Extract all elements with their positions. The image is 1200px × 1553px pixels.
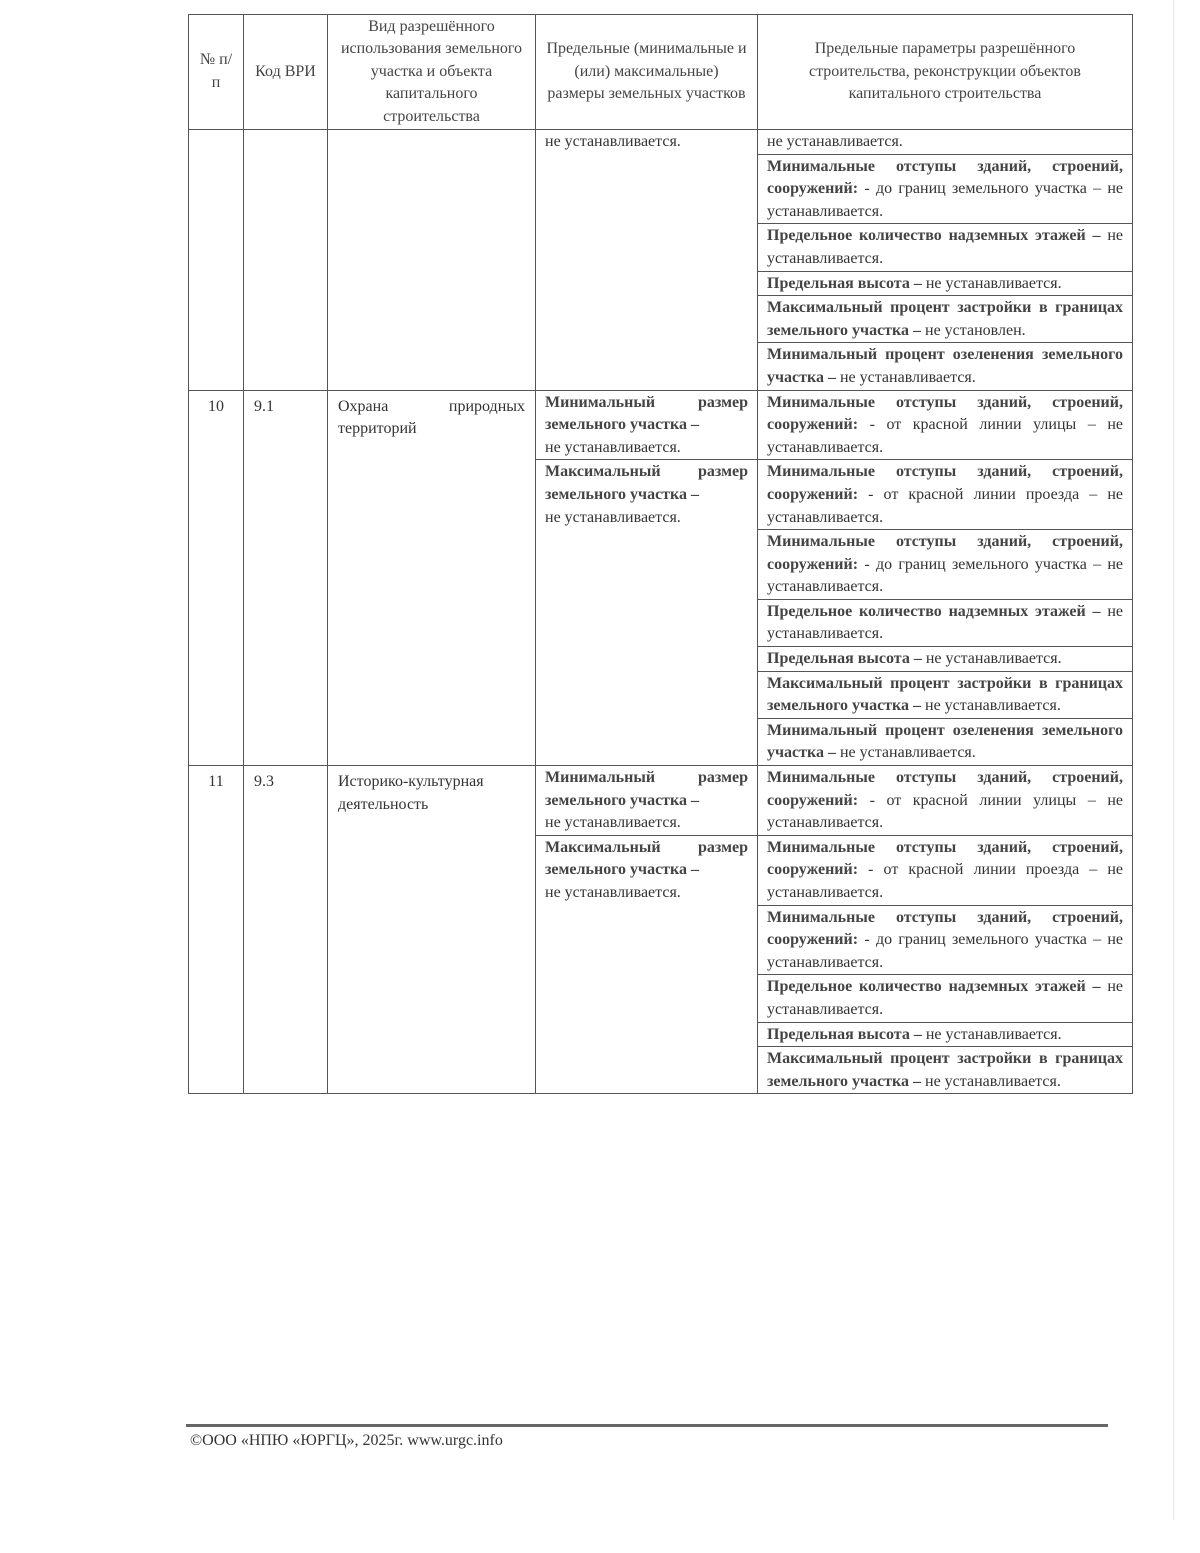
- param-cell: [758, 460, 1133, 530]
- table-header-row: [189, 15, 1133, 130]
- num-cell: 11: [189, 766, 244, 1094]
- header-params: Предельные параметры разрешённого строительства, реконструкции объектов капитального строительства: [758, 15, 1133, 130]
- param-label: Максимальный процент застройки в границах земельного участка –: [767, 1050, 1123, 1090]
- param-label: Минимальные отступы зданий, строений, сооружений:: [767, 769, 1123, 809]
- param-cell: [758, 671, 1133, 718]
- param-cell: [758, 343, 1133, 390]
- max-size-cell: [536, 835, 758, 1094]
- max-size-cell: [536, 460, 758, 766]
- param-text: - от красной линии проезда – не устанавливается.: [767, 485, 1124, 526]
- param-cell: [758, 390, 1133, 460]
- kind-cell: [328, 130, 536, 391]
- code-cell: [244, 130, 328, 391]
- footer-divider: [186, 1424, 1108, 1427]
- table-body: [189, 130, 1133, 1094]
- footer-copyright: ©ООО «НПЮ «ЮРГЦ», 2025г. www.urgc.info: [190, 1432, 503, 1449]
- param-cell: [758, 599, 1133, 646]
- param-cell: [758, 271, 1133, 296]
- param-cell: [758, 530, 1133, 600]
- param-text: - до границ земельного участка – не устанавливается.: [767, 180, 1124, 220]
- param-cell: [758, 224, 1133, 271]
- param-text: не устанавливается.: [839, 744, 976, 762]
- param-label: Максимальный процент застройки в границах земельного участка –: [767, 299, 1123, 339]
- param-label: Минимальные отступы зданий, строений, сооружений:: [767, 838, 1123, 879]
- param-cell: [758, 130, 1133, 155]
- param-cell: [758, 647, 1133, 672]
- param-label: Предельная высота –: [767, 650, 922, 668]
- header-code: Код ВРИ: [244, 15, 328, 130]
- size-text: не устанавливается.: [545, 508, 681, 526]
- param-label: Предельное количество надземных этажей –: [767, 227, 1101, 245]
- param-text: - от красной линии улицы – не устанавливается.: [767, 791, 1124, 832]
- table-row: [189, 766, 1133, 836]
- size-text: не устанавливается.: [545, 133, 681, 150]
- param-text: - от красной линии проезда – не устанавливается.: [767, 861, 1124, 901]
- param-label: Минимальный процент озеленения земельного участка –: [767, 346, 1123, 386]
- param-text: - от красной линии улицы – не устанавливается.: [767, 416, 1124, 456]
- param-text: не устанавливается.: [767, 602, 1124, 643]
- param-text: не устанавливается.: [767, 978, 1124, 1018]
- param-text: - до границ земельного участка – не устанавливается.: [767, 555, 1124, 596]
- param-label: Минимальный процент озеленения земельного участка –: [767, 721, 1123, 762]
- param-cell: [758, 296, 1133, 343]
- param-text: не устанавливается.: [925, 1072, 1061, 1090]
- param-label: Предельная высота –: [767, 1025, 922, 1043]
- num-cell: [189, 130, 244, 391]
- size-label: Максимальный размер земельного участка –: [545, 838, 748, 879]
- header-sizes: Предельные (минимальные и (или) максимальные) размеры земельных участков: [536, 15, 758, 130]
- param-text: не устанавливается.: [925, 274, 1062, 292]
- min-size-cell: [536, 390, 758, 460]
- param-text: не устанавливается.: [925, 650, 1062, 668]
- param-text: не устанавливается.: [925, 1025, 1062, 1043]
- param-cell: [758, 718, 1133, 765]
- param-label: Предельное количество надземных этажей –: [767, 602, 1101, 620]
- size-text: не устанавливается.: [545, 814, 681, 832]
- param-cell: [758, 154, 1133, 224]
- scan-edge-line: [1173, 0, 1174, 1520]
- param-cell: [758, 905, 1133, 975]
- param-cell: [758, 1047, 1133, 1094]
- kind-cell: Охрана природных территорий: [328, 390, 536, 766]
- table-row: [189, 390, 1133, 460]
- param-label: Минимальные отступы зданий, строений, сооружений:: [767, 157, 1123, 198]
- param-label: Минимальные отступы зданий, строений, сооружений:: [767, 533, 1123, 573]
- param-cell: [758, 1022, 1133, 1047]
- param-text: не устанавливается.: [925, 697, 1061, 715]
- header-num: № п/п: [189, 15, 244, 130]
- param-cell: [758, 766, 1133, 836]
- header-kind: Вид разрешённого использования земельного участка и объекта капитального строительства: [328, 15, 536, 130]
- param-cell: [758, 975, 1133, 1022]
- num-cell: 10: [189, 390, 244, 766]
- param-label: Минимальные отступы зданий, строений, сооружений:: [767, 463, 1123, 503]
- vri-table: [188, 14, 1133, 1094]
- param-label: Минимальные отступы зданий, строений, сооружений:: [767, 908, 1123, 949]
- param-label: Максимальный процент застройки в границах земельного участка –: [767, 674, 1123, 715]
- param-text: не устанавливается.: [839, 368, 976, 386]
- size-label: Минимальный размер земельного участка –: [545, 393, 748, 434]
- size-label: Максимальный размер земельного участка –: [545, 463, 748, 503]
- size-text: не устанавливается.: [545, 438, 681, 456]
- code-cell: 9.3: [244, 766, 328, 1094]
- param-text: - до границ земельного участка – не устанавливается.: [767, 931, 1124, 971]
- size-text: не устанавливается.: [545, 884, 681, 901]
- kind-cell: Историко-культурная деятельность: [328, 766, 536, 1094]
- document-page: [188, 14, 1132, 1094]
- param-label: Предельная высота –: [767, 274, 922, 292]
- code-cell: 9.1: [244, 390, 328, 766]
- size-cell: [536, 130, 758, 391]
- min-size-cell: [536, 766, 758, 836]
- param-cell: [758, 835, 1133, 905]
- table-row: [189, 130, 1133, 155]
- param-text: не установлен.: [925, 321, 1026, 339]
- param-text: не устанавливается.: [767, 133, 903, 150]
- param-label: Предельное количество надземных этажей –: [767, 978, 1101, 996]
- param-label: Минимальные отступы зданий, строений, сооружений:: [767, 393, 1123, 434]
- size-label: Минимальный размер земельного участка –: [545, 769, 748, 809]
- param-text: не устанавливается.: [767, 227, 1124, 267]
